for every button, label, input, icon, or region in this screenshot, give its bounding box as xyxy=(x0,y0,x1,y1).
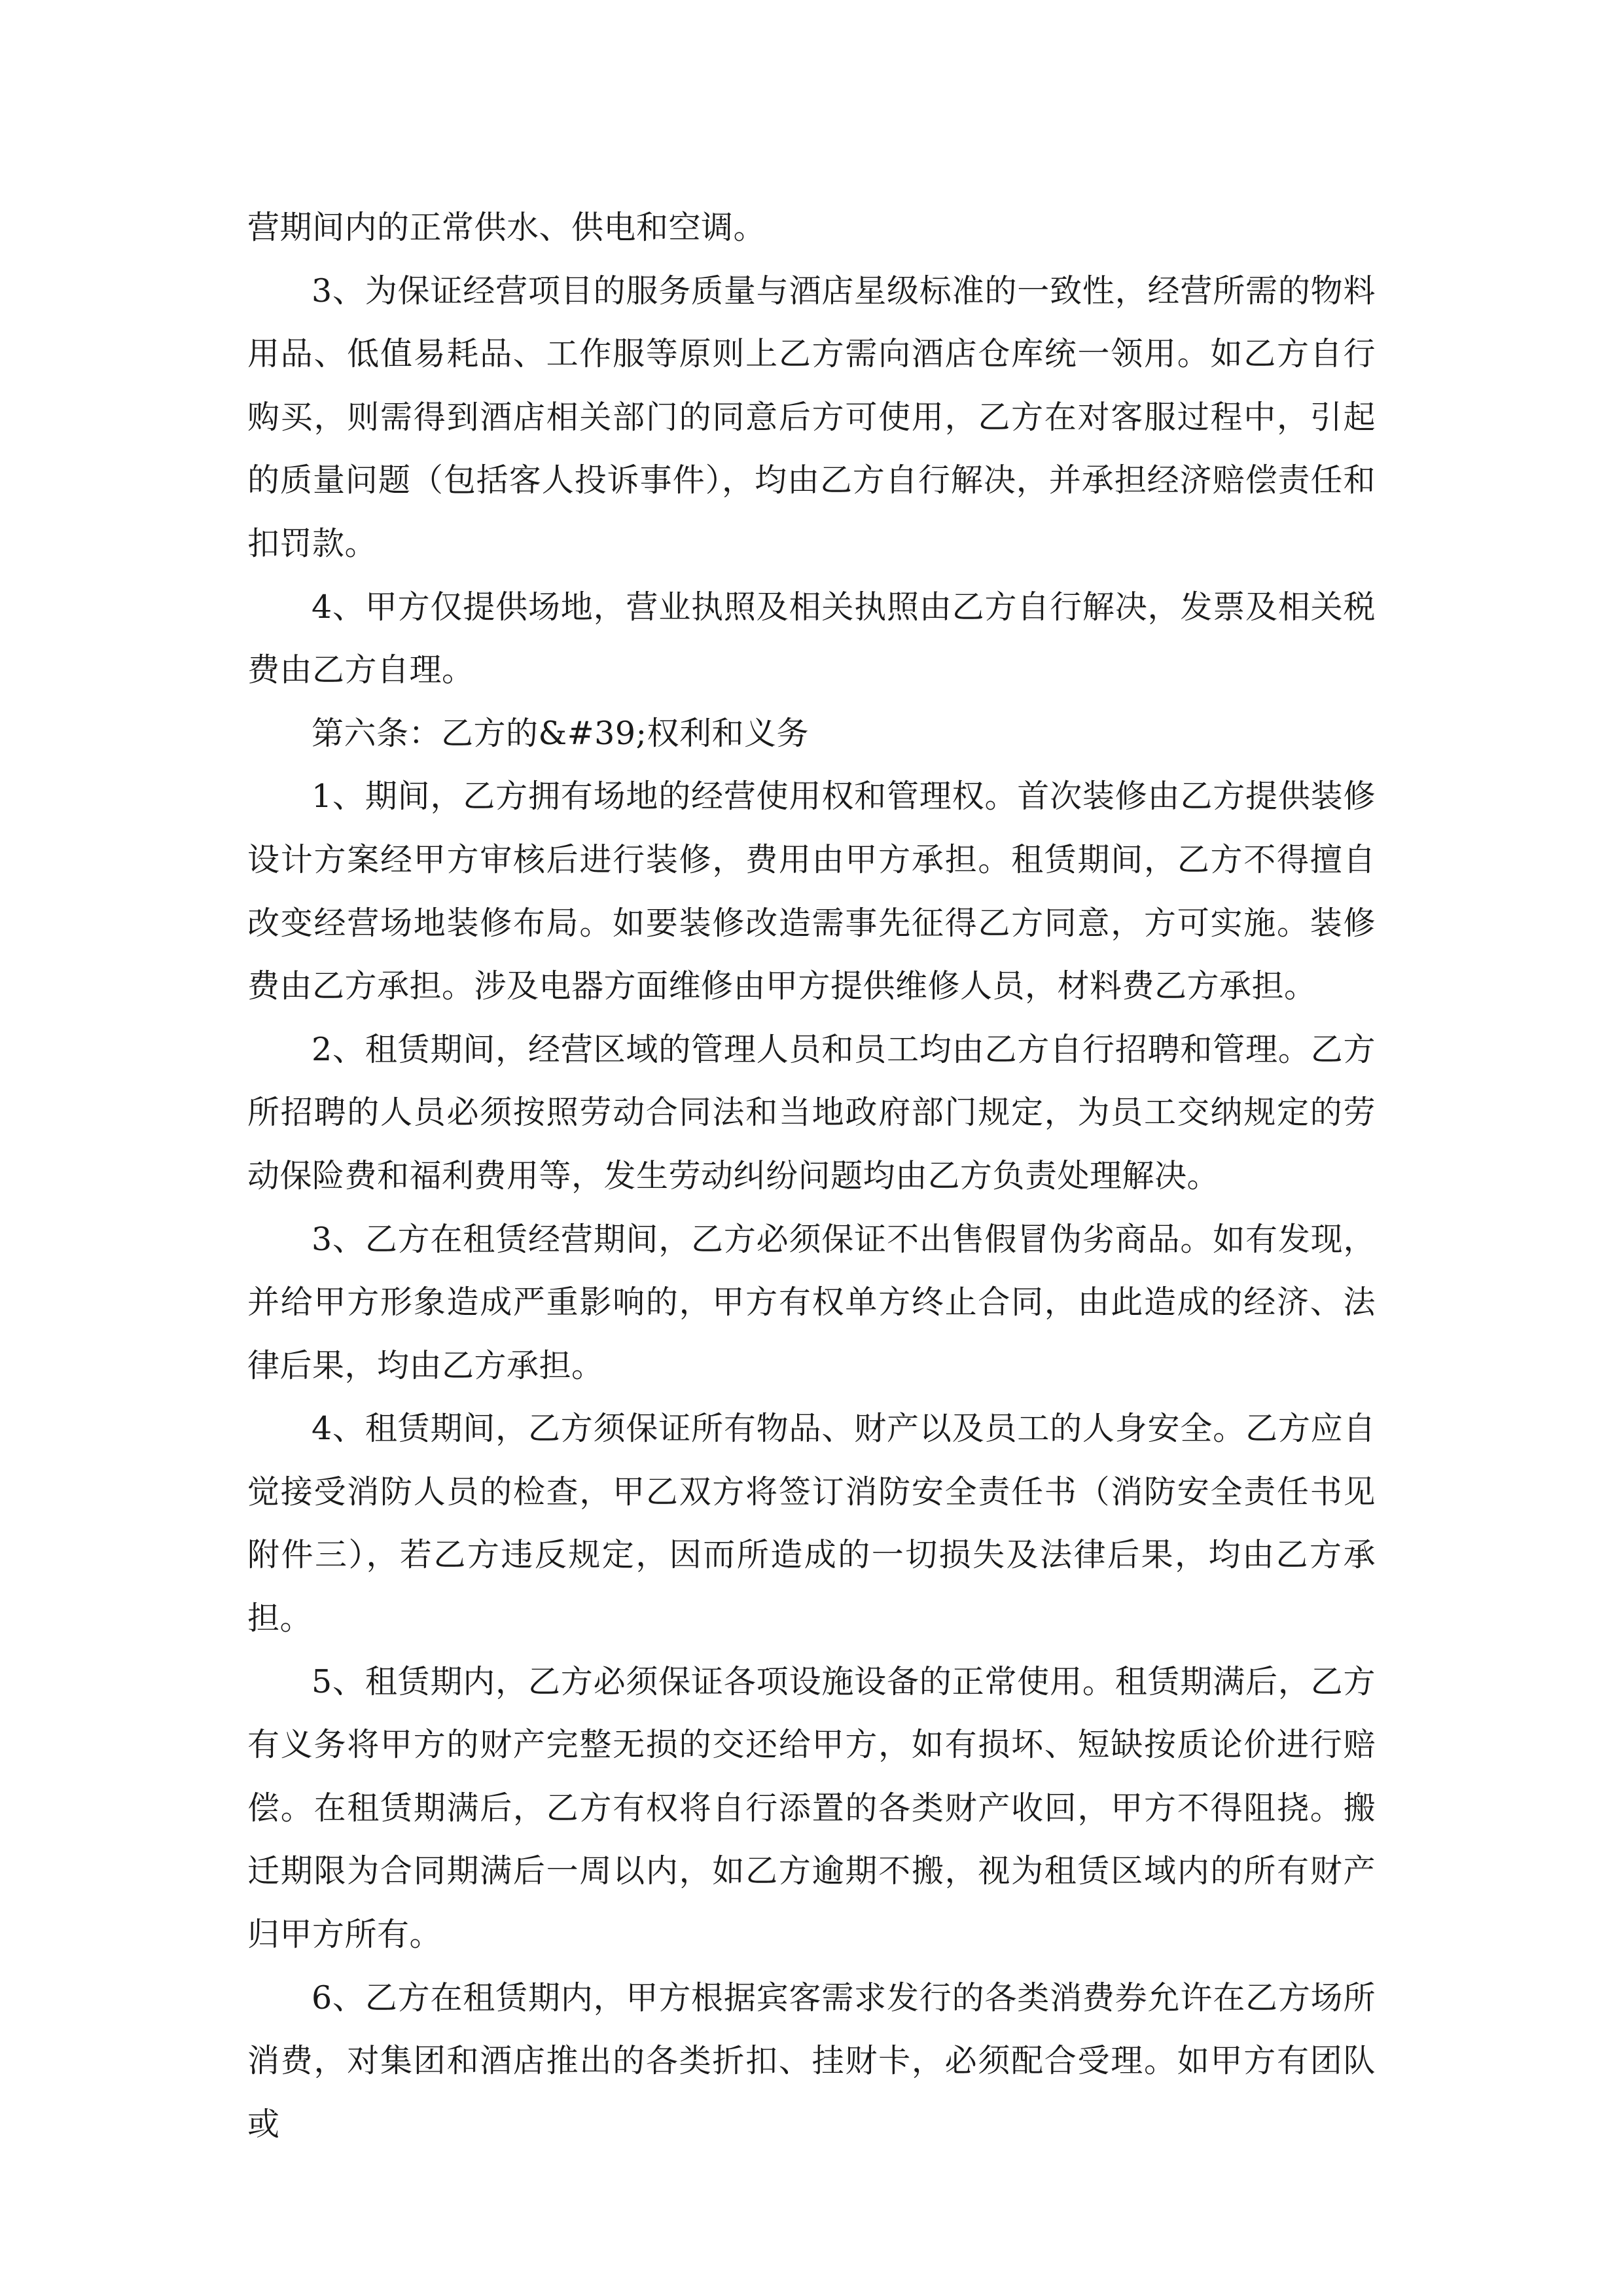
paragraph-clause-4-venue: 4、甲方仅提供场地，营业执照及相关执照由乙方自行解决，发票及相关税费由乙方自理。 xyxy=(247,588,1376,689)
paragraph-article6-item-3: 3、乙方在租赁经营期间，乙方必须保证不出售假冒伪劣商品。如有发现，并给甲方形象造成严重影响的，甲方有权单方终止合同，由此造成的经济、法律后果，均由乙方承担。 xyxy=(247,1220,1376,1384)
paragraph-continuation: 营期间内的正常供水、供电和空调。 xyxy=(247,209,766,246)
section-heading-article-6: 第六条：乙方的&#39;权利和义务 xyxy=(312,714,810,752)
paragraph-article6-item-6: 6、乙方在租赁期内，甲方根据宾客需求发行的各类消费券允许在乙方场所消费，对集团和酒店推出的各类折扣、挂财卡，必须配合受理。如甲方有团队或 xyxy=(247,1979,1376,2143)
paragraph-article6-item-4: 4、租赁期间，乙方须保证所有物品、财产以及员工的人身安全。乙方应自觉接受消防人员的检查，甲乙双方将签订消防安全责任书（消防安全责任书见附件三），若乙方违反规定，因而所造成的一切损失及法律后果，均由乙方承担。 xyxy=(247,1410,1376,1638)
document-body xyxy=(247,196,1376,2156)
paragraph-article6-item-1: 1、期间，乙方拥有场地的经营使用权和管理权。首次装修由乙方提供装修设计方案经甲方审核后进行装修，费用由甲方承担。租赁期间，乙方不得擅自改变经营场地装修布局。如要装修改造需事先征得乙方同意，方可实施。装修费由乙方承担。涉及电器方面维修由甲方提供维修人员，材料费乙方承担。 xyxy=(247,778,1376,1005)
paragraph-article6-item-5: 5、租赁期内，乙方必须保证各项设施设备的正常使用。租赁期满后，乙方有义务将甲方的财产完整无损的交还给甲方，如有损坏、短缺按质论价进行赔偿。在租赁期满后，乙方有权将自行添置的各类财产收回，甲方不得阻挠。搬迁期限为合同期满后一周以内，如乙方逾期不搬，视为租赁区域内的所有财产归甲方所有。 xyxy=(247,1662,1376,1954)
paragraph-clause-3-supplies: 3、为保证经营项目的服务质量与酒店星级标准的一致性，经营所需的物料用品、低值易耗品、工作服等原则上乙方需向酒店仓库统一领用。如乙方自行购买，则需得到酒店相关部门的同意后方可使用，乙方在对客服过程中，引起的质量问题（包括客人投诉事件），均由乙方自行解决，并承担经济赔偿责任和扣罚款。 xyxy=(247,272,1376,562)
paragraph-article6-item-2: 2、租赁期间，经营区域的管理人员和员工均由乙方自行招聘和管理。乙方所招聘的人员必须按照劳动合同法和当地政府部门规定，为员工交纳规定的劳动保险费和福利费用等，发生劳动纠纷问题均由乙方负责处理解决。 xyxy=(247,1030,1376,1194)
